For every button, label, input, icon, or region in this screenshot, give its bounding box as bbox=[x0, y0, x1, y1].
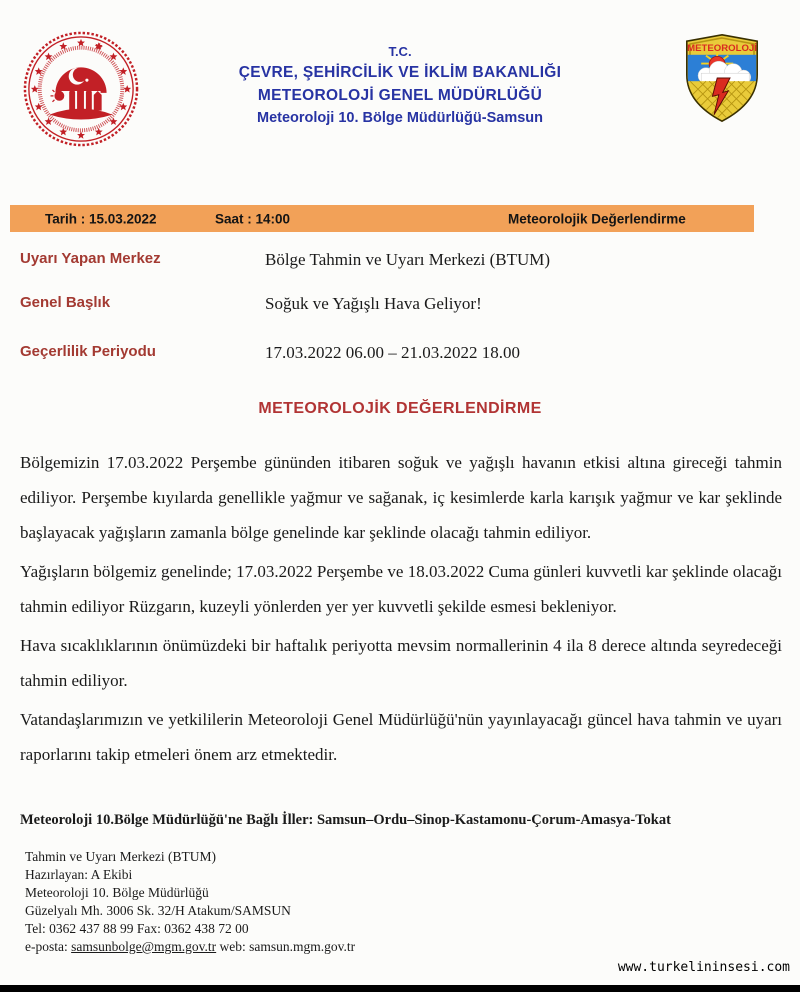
contact-center: Tahmin ve Uyarı Merkezi (BTUM) bbox=[25, 849, 216, 864]
web-address: samsun.mgm.gov.tr bbox=[249, 939, 356, 954]
web-label: web: bbox=[216, 939, 250, 954]
info-bar bbox=[10, 205, 754, 232]
assessment-paragraph-2: Yağışların bölgemiz genelinde; 17.03.2022 Perşembe ve 18.03.2022 Cuma günleri kuvvetli kar şeklinde olacağı tahmin ediliyor Rüzgarın, kuzeyli yönlerden yer yer kuvvetli şekilde esmesi bekleniyor. bbox=[20, 562, 782, 616]
warning-center-value: Bölge Tahmin ve Uyarı Merkezi (BTUM) bbox=[265, 250, 551, 269]
bottom-black-bar bbox=[0, 985, 800, 992]
letterhead-directorate: METEOROLOJİ GENEL MÜDÜRLÜĞÜ bbox=[257, 87, 543, 104]
contact-block bbox=[25, 848, 355, 956]
assessment-body bbox=[20, 445, 782, 776]
letterhead-ministry: ÇEVRE, ŞEHİRCİLİK VE İKLİM BAKANLIĞI bbox=[238, 64, 562, 81]
contact-email-web-line bbox=[25, 938, 355, 956]
field-row-validity-period bbox=[0, 343, 800, 369]
letterhead-regional-office: Meteoroloji 10. Bölge Müdürlüğü-Samsun bbox=[257, 110, 543, 126]
field-row-general-title bbox=[0, 294, 800, 320]
contact-prepared-by: Hazırlayan: A Ekibi bbox=[25, 867, 133, 882]
letterhead bbox=[150, 44, 650, 126]
meteorology-shield-svg bbox=[682, 24, 762, 132]
warning-center-label: Uyarı Yapan Merkez bbox=[20, 250, 161, 267]
letterhead-tc: T.C. bbox=[388, 44, 412, 59]
general-title-label: Genel Başlık bbox=[20, 294, 111, 311]
contact-phone-fax: Tel: 0362 437 88 99 Fax: 0362 438 72 00 bbox=[25, 921, 249, 936]
field-row-warning-center bbox=[0, 250, 800, 276]
bulletin-type-label: Meteorolojik Değerlendirme bbox=[508, 211, 686, 226]
general-title-value: Soğuk ve Yağışlı Hava Geliyor! bbox=[265, 294, 482, 313]
date-label: Tarih : 15.03.2022 bbox=[45, 211, 157, 226]
assessment-paragraph-1: Bölgemizin 17.03.2022 Perşembe gününden itibaren soğuk ve yağışlı havanın etkisi altına gireceği tahmin ediliyor. Perşembe kıyılarda genellikle yağmur ve sağanak, iç kesimlerde karla karışık yağmur ve kar şeklinde başlayacak yağışların zamanla bölge genelinde kar şeklinde olacağı tahmin ediliyor. bbox=[20, 453, 782, 542]
ministry-emblem-icon bbox=[22, 28, 140, 150]
assessment-paragraph-4: Vatandaşlarımızın ve yetkililerin Meteoroloji Genel Müdürlüğü'nün yayınlayacağı güncel hava tahmin ve uyarı raporlarını takip etmeleri önem arz etmektedir. bbox=[20, 710, 782, 764]
shield-logo-text: METEOROLOJİ bbox=[687, 42, 757, 54]
validity-period-label: Geçerlilik Periyodu bbox=[20, 343, 156, 360]
contact-address: Güzelyalı Mh. 3006 Sk. 32/H Atakum/SAMSUN bbox=[25, 903, 291, 918]
email-link[interactable]: samsunbolge@mgm.gov.tr bbox=[71, 939, 217, 954]
email-label: e-posta: bbox=[25, 939, 72, 954]
contact-office: Meteoroloji 10. Bölge Müdürlüğü bbox=[25, 885, 209, 900]
meteorology-shield-icon bbox=[682, 24, 762, 132]
ministry-emblem-svg bbox=[22, 28, 140, 150]
assessment-paragraph-3: Hava sıcaklıklarının önümüzdeki bir haftalık periyotta mevsim normallerinin 4 ila 8 derece altında seyredeceği tahmin ediliyor. bbox=[20, 636, 782, 690]
assessment-title: METEOROLOJİK DEĞERLENDİRME bbox=[258, 400, 542, 417]
time-label: Saat : 14:00 bbox=[215, 211, 291, 226]
site-watermark: www.turkelininsesi.com bbox=[617, 960, 790, 975]
affiliated-provinces-line: Meteoroloji 10.Bölge Müdürlüğü'ne Bağlı İller: Samsun–Ordu–Sinop-Kastamonu-Çorum-Amasya-Tokat bbox=[20, 812, 671, 828]
validity-period-value: 17.03.2022 06.00 – 21.03.2022 18.00 bbox=[265, 343, 520, 362]
